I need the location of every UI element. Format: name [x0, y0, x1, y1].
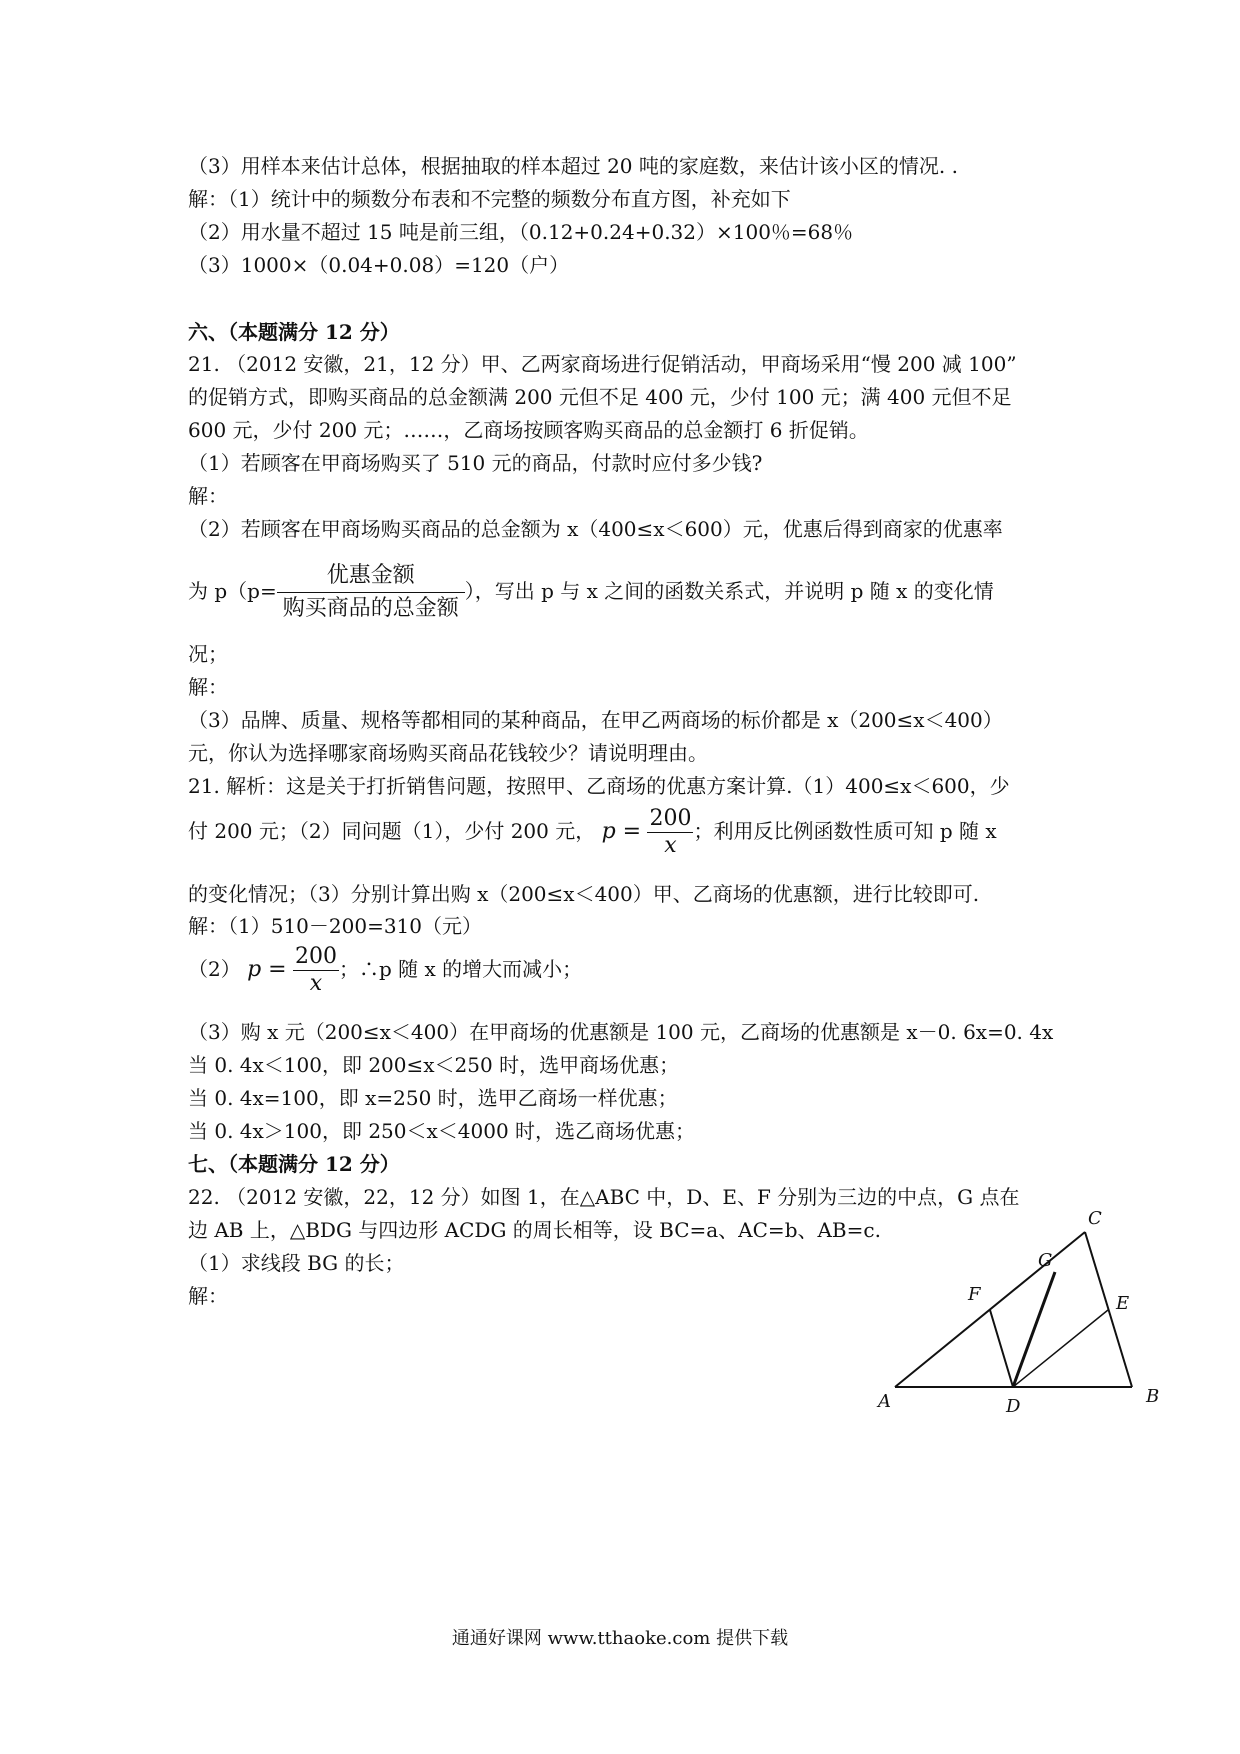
- label-e: E: [1116, 1293, 1130, 1314]
- label-c: C: [1088, 1208, 1102, 1229]
- answer-label-2: 解：: [188, 675, 228, 699]
- question-21-part-2-formula-line: [188, 562, 1068, 623]
- question-21-part-2-end: 况；: [188, 642, 228, 666]
- text-line-3: （2）用水量不超过 15 吨是前三组，（0.12+0.24+0.32）×100％=68％: [188, 220, 854, 244]
- section-seven-heading: 七、（本题满分 12 分）: [188, 1152, 400, 1176]
- question-22-line-a: 22. （2012 安徽，22，12 分）如图 1，在△ABC 中，D、E、F 分别为三边的中点，G 点在: [188, 1185, 1020, 1209]
- fraction-denominator: 购买商品的总金额: [282, 596, 459, 621]
- analysis-b-prefix: 付 200 元；（2）同问题（1），少付 200 元，: [188, 819, 596, 843]
- segment-fd: [990, 1310, 1013, 1387]
- solution-case-a: 当 0. 4x＜100，即 200≤x＜250 时，选甲商场优惠；: [188, 1053, 680, 1077]
- math-denominator-2: x: [309, 971, 323, 996]
- math-fraction-200-over-x-2: [293, 944, 339, 997]
- math-denominator: x: [664, 833, 677, 858]
- solution-case-c: 当 0. 4x＞100，即 250＜x＜4000 时，选乙商场优惠；: [188, 1119, 696, 1143]
- p-equals: p =: [601, 819, 642, 844]
- question-22-line-b: 边 AB 上，△BDG 与四边形 ACDG 的周长相等，设 BC=a、AC=b、AB=c.: [188, 1218, 881, 1242]
- page-footer: 通通好课网 www.tthaoke.com 提供下载: [451, 1628, 789, 1649]
- solution-part-3: （3）购 x 元（200≤x＜400）在甲商场的优惠额是 100 元，乙商场的优惠额是 x－0. 6x=0. 4x: [188, 1020, 1054, 1044]
- math-fraction-200-over-x: [647, 806, 693, 859]
- triangle-figure: [870, 1200, 1180, 1430]
- analysis-line-c: 的变化情况；（3）分别计算出购 x（200≤x＜400）甲、乙商场的优惠额，进行比较即可.: [188, 882, 980, 906]
- label-a: A: [878, 1391, 891, 1412]
- question-22-part-1: （1）求线段 BG 的长；: [188, 1251, 405, 1275]
- label-g: G: [1038, 1250, 1053, 1271]
- math-numerator-2: 200: [294, 944, 337, 969]
- formula-prefix: 为 p（p=: [188, 579, 277, 603]
- question-21-line-b: 的促销方式，即购买商品的总金额满 200 元但不足 400 元，少付 100 元；满 400 元但不足: [188, 385, 1012, 409]
- math-numerator: 200: [649, 806, 692, 831]
- label-f: F: [968, 1284, 981, 1305]
- question-21-part-2: （2）若顾客在甲商场购买商品的总金额为 x（400≤x＜600）元，优惠后得到商家的优惠率: [188, 517, 1003, 541]
- p-equals-2: p =: [247, 957, 287, 982]
- question-21-part-1: （1）若顾客在甲商场购买了 510 元的商品，付款时应付多少钱?: [188, 451, 763, 475]
- discount-rate-fraction: [277, 562, 465, 623]
- solution-2-suffix: ；∴p 随 x 的增大而减小；: [338, 957, 583, 981]
- label-b: B: [1146, 1386, 1160, 1407]
- question-21-line-c: 600 元，少付 200 元；……，乙商场按顾客购买商品的总金额打 6 折促销。: [188, 418, 869, 442]
- label-d: D: [1006, 1396, 1021, 1417]
- solution-case-b: 当 0. 4x=100，即 x=250 时，选甲乙商场一样优惠；: [188, 1086, 678, 1110]
- text-line-1: （3）用样本来估计总体，根据抽取的样本超过 20 吨的家庭数，来估计该小区的情况. .: [188, 154, 958, 178]
- section-six-heading: 六、（本题满分 12 分）: [188, 320, 400, 344]
- question-21-part-3-a: （3）品牌、质量、规格等都相同的某种商品，在甲乙两商场的标价都是 x（200≤x＜400）: [188, 708, 1003, 732]
- analysis-line-b: [188, 806, 1068, 859]
- solution-part-1: 解：（1）510－200=310（元）: [188, 914, 483, 938]
- answer-label-1: 解：: [188, 484, 228, 508]
- solution-part-2: [188, 944, 1068, 997]
- answer-label-3: 解：: [188, 1284, 228, 1308]
- analysis-line-a: 21. 解析：这是关于打折销售问题，按照甲、乙商场的优惠方案计算.（1）400≤x＜600，少: [188, 774, 1010, 798]
- text-line-4: （3）1000×（0.04+0.08）=120（户）: [188, 253, 570, 277]
- fraction-numerator: 优惠金额: [277, 562, 465, 593]
- side-ac: [895, 1232, 1085, 1387]
- formula-suffix: ），写出 p 与 x 之间的函数关系式，并说明 p 随 x 的变化情: [464, 579, 994, 603]
- solution-2-prefix: （2）: [188, 957, 241, 981]
- analysis-b-suffix: ；利用反比例函数性质可知 p 随 x: [693, 819, 997, 843]
- text-line-2: 解：（1）统计中的频数分布表和不完整的频数分布直方图，补充如下: [188, 187, 791, 211]
- question-21-line-a: 21. （2012 安徽，21，12 分）甲、乙两家商场进行促销活动，甲商场采用“慢 200 减 100”: [188, 352, 1017, 376]
- question-21-part-3-b: 元，你认为选择哪家商场购买商品花钱较少？请说明理由。: [188, 741, 708, 765]
